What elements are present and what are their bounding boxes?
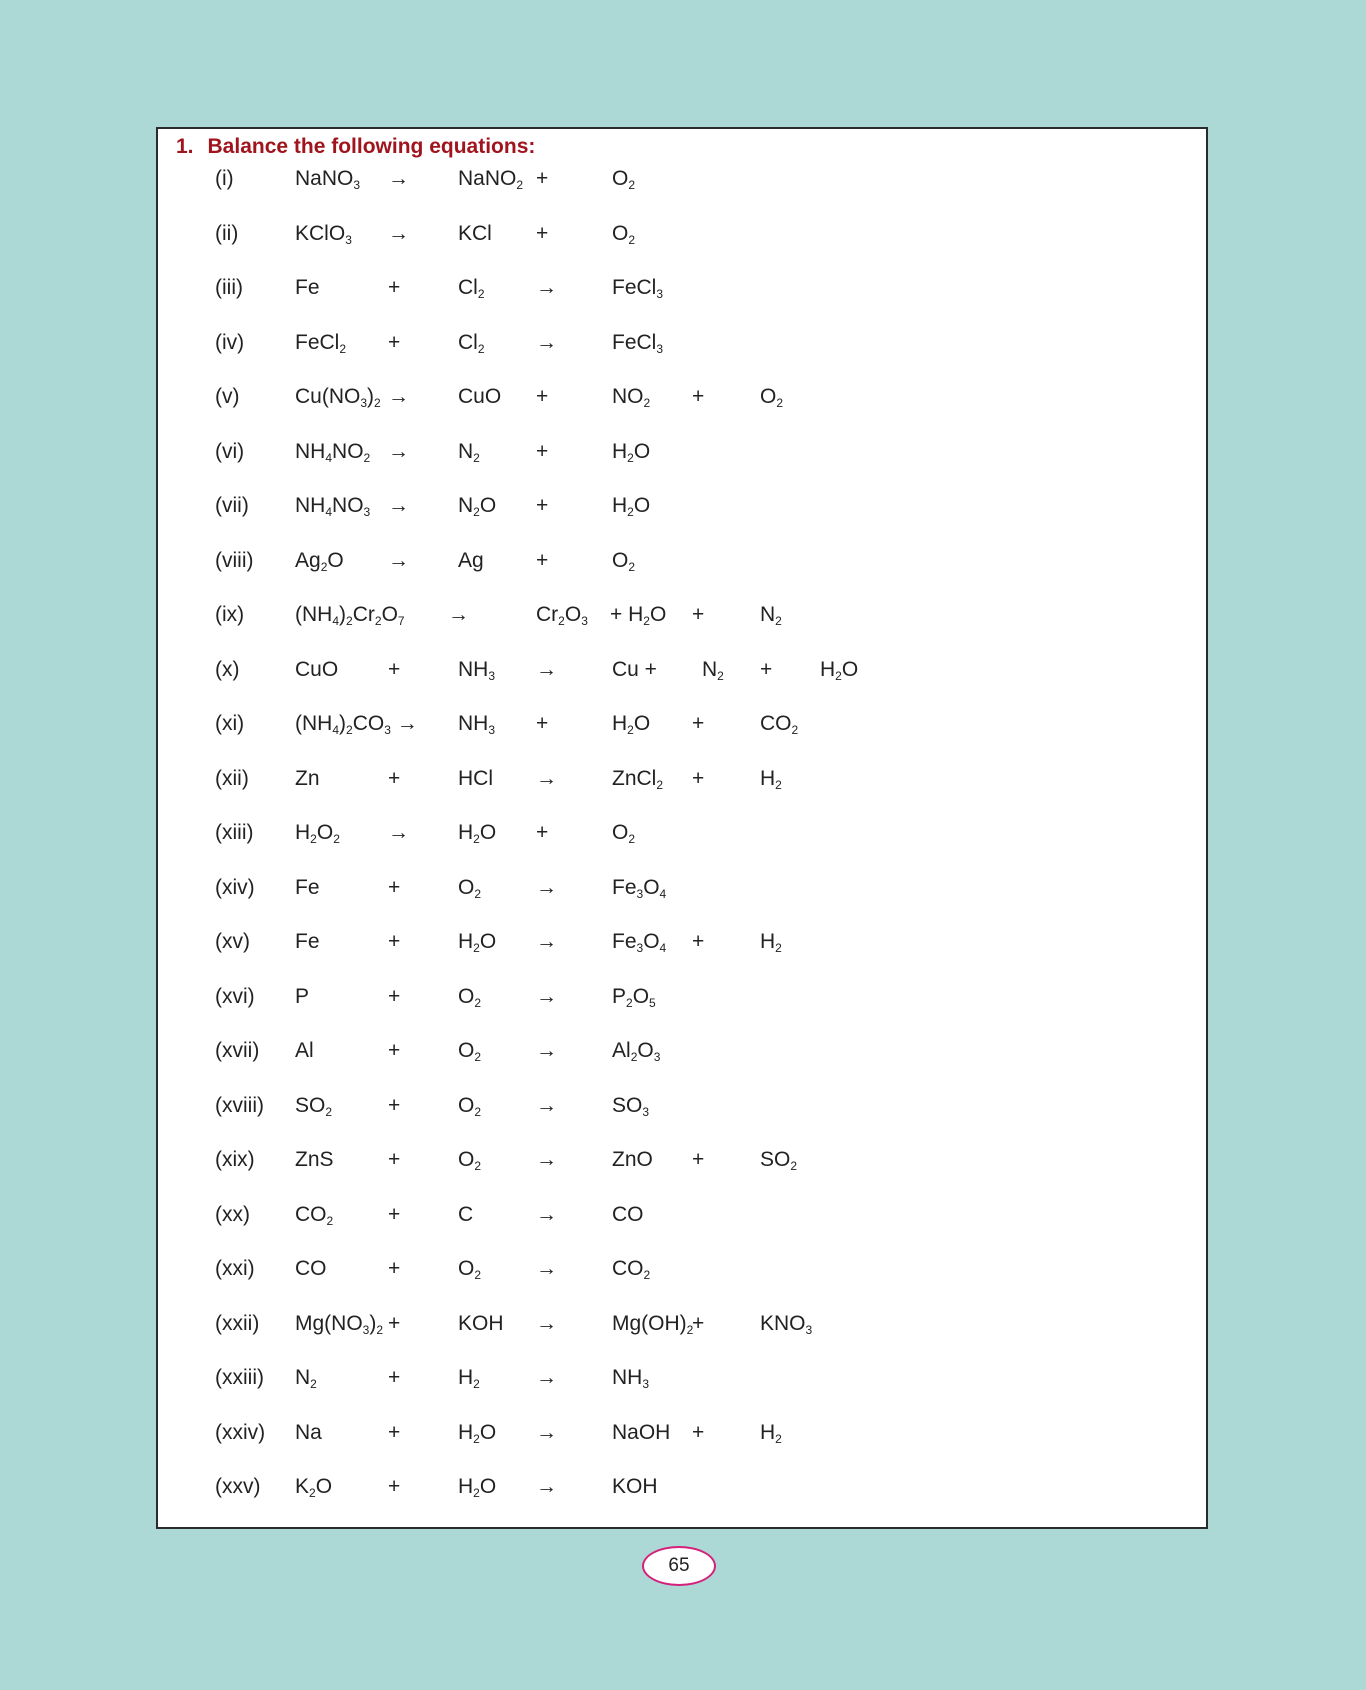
formula-term: $H_2O$ — [820, 657, 859, 683]
arrow-sign: → — [536, 1257, 557, 1280]
plus-sign: + — [536, 167, 549, 190]
equation-row — [158, 219, 1206, 249]
formula-term: $CO_2$ — [612, 1257, 651, 1282]
formula-term: $H_2O$ — [458, 930, 497, 955]
formula-term: $O_2$ — [458, 984, 482, 1010]
equation-label: (xxv) — [215, 1475, 261, 1498]
formula-term: $H_2O$ — [612, 439, 651, 465]
equation-label: (xi) — [215, 712, 245, 735]
formula-term: $O_2$ — [458, 1039, 482, 1064]
equation-row — [158, 818, 1206, 848]
formula-term: ZnCl$_2$ — [612, 766, 664, 792]
equation-row — [158, 437, 1206, 467]
formula-term: $O_2$ — [458, 875, 482, 901]
equation-label: (xxiii) — [215, 1366, 264, 1389]
equation-label: (viii) — [215, 548, 254, 572]
formula-term: CO — [612, 1202, 644, 1226]
equation-label: (iii) — [215, 276, 243, 299]
equation-label: (i) — [215, 167, 234, 190]
equation-row — [158, 1036, 1206, 1066]
plus-sign: + — [388, 1148, 401, 1171]
formula-term: FeCl$_3$ — [612, 330, 664, 356]
arrow-sign: → — [536, 1202, 557, 1226]
formula-term: $NH_3$ — [612, 1366, 650, 1391]
plus-sign: + — [388, 766, 401, 790]
equation-row — [158, 1309, 1206, 1339]
formula-term: $H_2O$ — [458, 1475, 497, 1500]
exercise-heading — [176, 135, 535, 159]
plus-sign: + — [388, 875, 401, 899]
arrow-sign: → — [388, 167, 409, 190]
formula-term: Ag — [458, 548, 484, 572]
formula-term: $NH_3$ — [458, 712, 496, 737]
formula-term: NaOH — [612, 1420, 671, 1444]
formula-term: CuO — [458, 385, 502, 408]
equation-row — [158, 1200, 1206, 1230]
formula-term: $N_2$ — [295, 1366, 317, 1391]
arrow-sign: → — [536, 1039, 557, 1062]
formula-term: $H_2O_2$ — [295, 821, 340, 846]
formula-term: ZnS — [295, 1148, 334, 1171]
formula-term: $SO_2$ — [760, 1148, 798, 1173]
formula-term: $SO_3$ — [612, 1093, 650, 1119]
arrow-sign: → — [536, 1366, 557, 1389]
equation-row — [158, 273, 1206, 303]
formula-term: $Fe_3O_4$ — [612, 875, 667, 901]
formula-term: KClO$_3$ — [295, 221, 352, 247]
formula-term: $H_2O$ — [612, 494, 651, 519]
arrow-sign: → — [536, 930, 557, 953]
formula-term: $SO_2$ — [295, 1093, 333, 1119]
formula-term: $Fe_3O_4$ — [612, 930, 667, 955]
formula-term: $P_2O_5$ — [612, 984, 656, 1010]
formula-term: $Mg(NO_3)_2$ — [295, 1311, 384, 1337]
formula-term: $H_2$ — [760, 930, 782, 955]
formula-term: $O_2$ — [612, 548, 636, 574]
plus-sign: + — [388, 1366, 401, 1389]
formula-term: $H_2$ — [760, 766, 782, 792]
equation-label: (xviii) — [215, 1093, 264, 1117]
formula-term: $N_2$ — [760, 603, 782, 628]
equation-row — [158, 1091, 1206, 1121]
formula-term: $Cr_2O_3$ — [536, 603, 588, 628]
arrow-sign: → — [536, 875, 557, 899]
formula-term: $CO_2$ — [760, 712, 799, 737]
equation-row — [158, 164, 1206, 194]
equation-label: (xvii) — [215, 1039, 260, 1062]
page-number: 65 — [642, 1546, 716, 1586]
arrow-sign: → — [388, 439, 409, 463]
formula-term: $Cu(NO_3)_2$ — [295, 385, 381, 410]
plus-sign: + — [692, 385, 705, 408]
equation-label: (xiii) — [215, 821, 254, 844]
formula-term: $O_2$ — [612, 167, 636, 192]
formula-term: $NH_4NO_3$ — [295, 494, 371, 519]
formula-term: $K_2O$ — [295, 1475, 333, 1500]
arrow-sign: → — [536, 276, 557, 299]
plus-sign: + — [536, 221, 549, 245]
formula-term: NaNO$_2$ — [458, 167, 524, 192]
equation-row — [158, 1254, 1206, 1284]
equation-row — [158, 382, 1206, 412]
equation-row — [158, 764, 1206, 794]
plus-sign: + — [388, 984, 401, 1008]
equation-label: (ix) — [215, 603, 245, 626]
arrow-sign: → — [536, 1420, 557, 1444]
formula-term: Na — [295, 1420, 322, 1444]
equation-row — [158, 546, 1206, 576]
equation-row — [158, 600, 1206, 630]
formula-term: $NH_3$ — [458, 657, 496, 683]
formula-term: $(NH_4)_2CO_3$ → — [295, 712, 418, 737]
formula-term: $Ag_2O$ — [295, 548, 344, 574]
formula-term: KOH — [612, 1475, 658, 1498]
exercise-title: Balance the following equations: — [207, 135, 536, 158]
formula-term: $CO_2$ — [295, 1202, 334, 1228]
formula-term: $KNO_3$ — [760, 1311, 813, 1337]
arrow-sign: → — [388, 494, 409, 517]
equation-label: (xii) — [215, 766, 249, 790]
formula-term: $O_2$ — [612, 821, 636, 846]
formula-term: C — [458, 1202, 474, 1226]
plus-sign: + — [388, 930, 401, 953]
equation-row — [158, 982, 1206, 1012]
formula-term: FeCl$_2$ — [295, 330, 347, 356]
equation-label: (xxi) — [215, 1257, 255, 1280]
equation-row — [158, 491, 1206, 521]
formula-term: $O_2$ — [760, 385, 784, 410]
plus-sign: + — [388, 1093, 401, 1117]
arrow-sign: → — [536, 1311, 557, 1335]
formula-term: KCl — [458, 221, 492, 245]
equation-row — [158, 328, 1206, 358]
formula-term: P — [295, 984, 310, 1008]
plus-sign: + — [692, 1420, 705, 1444]
exercise-number: 1. — [176, 135, 194, 158]
arrow-sign: → — [536, 766, 557, 790]
formula-term: $(NH_4)_2Cr_2O_7$ — [295, 603, 405, 628]
formula-term: + $H_2O$ — [610, 603, 667, 628]
equation-row — [158, 1418, 1206, 1448]
arrow-sign: → — [536, 1093, 557, 1117]
plus-sign: + — [536, 548, 549, 572]
formula-term: $N_2$ — [702, 657, 724, 683]
plus-sign: + — [692, 1148, 705, 1171]
formula-term: KOH — [458, 1311, 504, 1335]
formula-term: $O_2$ — [458, 1148, 482, 1173]
plus-sign: + — [536, 439, 549, 463]
equation-label: (vi) — [215, 439, 245, 463]
equation-row — [158, 873, 1206, 903]
arrow-sign: → — [536, 657, 557, 681]
plus-sign: + — [388, 330, 401, 354]
plus-sign: + — [388, 1257, 401, 1280]
equation-label: (xix) — [215, 1148, 255, 1171]
plus-sign: + — [760, 657, 773, 681]
arrow-sign: → — [388, 385, 409, 408]
plus-sign: + — [692, 930, 705, 953]
formula-term: CuO — [295, 657, 339, 681]
plus-sign: + — [536, 494, 549, 517]
equation-label: (x) — [215, 657, 240, 681]
formula-term: Zn — [295, 766, 320, 790]
equation-label: (iv) — [215, 330, 245, 354]
plus-sign: + — [388, 276, 401, 299]
plus-sign: + — [692, 766, 705, 790]
formula-term: NaNO$_3$ — [295, 167, 361, 192]
formula-term: $O_2$ — [458, 1257, 482, 1282]
equation-label: (xx) — [215, 1202, 250, 1226]
arrow-sign: → — [536, 330, 557, 354]
formula-term: $O_2$ — [458, 1093, 482, 1119]
formula-term: $H_2O$ — [458, 821, 497, 846]
plus-sign: + — [536, 712, 549, 735]
equation-row — [158, 655, 1206, 685]
plus-sign: + — [692, 712, 705, 735]
equation-row — [158, 1472, 1206, 1502]
plus-sign: + — [388, 1475, 401, 1498]
formula-term: $NH_4NO_2$ — [295, 439, 371, 465]
formula-term: $Mg(OH)_2$ — [612, 1311, 694, 1337]
formula-term: Fe — [295, 930, 320, 953]
exercise-panel — [156, 127, 1208, 1529]
plus-sign: + — [388, 1202, 401, 1226]
equation-row — [158, 1145, 1206, 1175]
equation-label: (xiv) — [215, 875, 255, 899]
formula-term: Cu + — [612, 657, 657, 681]
formula-term: $Cl_2$ — [458, 330, 485, 356]
formula-term: $O_2$ — [612, 221, 636, 247]
formula-term: $H_2$ — [458, 1366, 480, 1391]
arrow-sign: → — [536, 1148, 557, 1171]
arrow-sign: → — [388, 221, 409, 245]
formula-term: HCl — [458, 766, 493, 790]
arrow-sign: → — [536, 984, 557, 1008]
plus-sign: + — [692, 603, 705, 626]
arrow-sign: → — [448, 603, 469, 626]
arrow-sign: → — [388, 548, 409, 572]
formula-term: Fe — [295, 875, 320, 899]
equation-row — [158, 927, 1206, 957]
plus-sign: + — [388, 1039, 401, 1062]
arrow-sign: → — [388, 821, 409, 844]
formula-term: $H_2O$ — [612, 712, 651, 737]
plus-sign: + — [388, 1420, 401, 1444]
formula-term: CO — [295, 1257, 327, 1280]
equation-label: (xxiv) — [215, 1420, 266, 1444]
formula-term: $Cl_2$ — [458, 276, 485, 301]
plus-sign: + — [692, 1311, 705, 1335]
equation-label: (xvi) — [215, 984, 255, 1008]
equation-label: (ii) — [215, 221, 239, 245]
formula-term: FeCl$_3$ — [612, 276, 664, 301]
equation-label: (xv) — [215, 930, 250, 953]
formula-term: $H_2$ — [760, 1420, 782, 1446]
formula-term: $N_2O$ — [458, 494, 497, 519]
equation-label: (vii) — [215, 494, 249, 517]
formula-term: $NO_2$ — [612, 385, 651, 410]
plus-sign: + — [388, 657, 401, 681]
equation-label: (xxii) — [215, 1311, 260, 1335]
equation-row — [158, 709, 1206, 739]
plus-sign: + — [536, 821, 549, 844]
formula-term: $Al_2O_3$ — [612, 1039, 661, 1064]
formula-term: $N_2$ — [458, 439, 480, 465]
formula-term: $H_2O$ — [458, 1420, 497, 1446]
arrow-sign: → — [536, 1475, 557, 1498]
equation-label: (v) — [215, 385, 240, 408]
formula-term: Fe — [295, 276, 320, 299]
formula-term: ZnO — [612, 1148, 653, 1171]
formula-term: Al — [295, 1039, 314, 1062]
equation-row — [158, 1363, 1206, 1393]
plus-sign: + — [388, 1311, 401, 1335]
plus-sign: + — [536, 385, 549, 408]
